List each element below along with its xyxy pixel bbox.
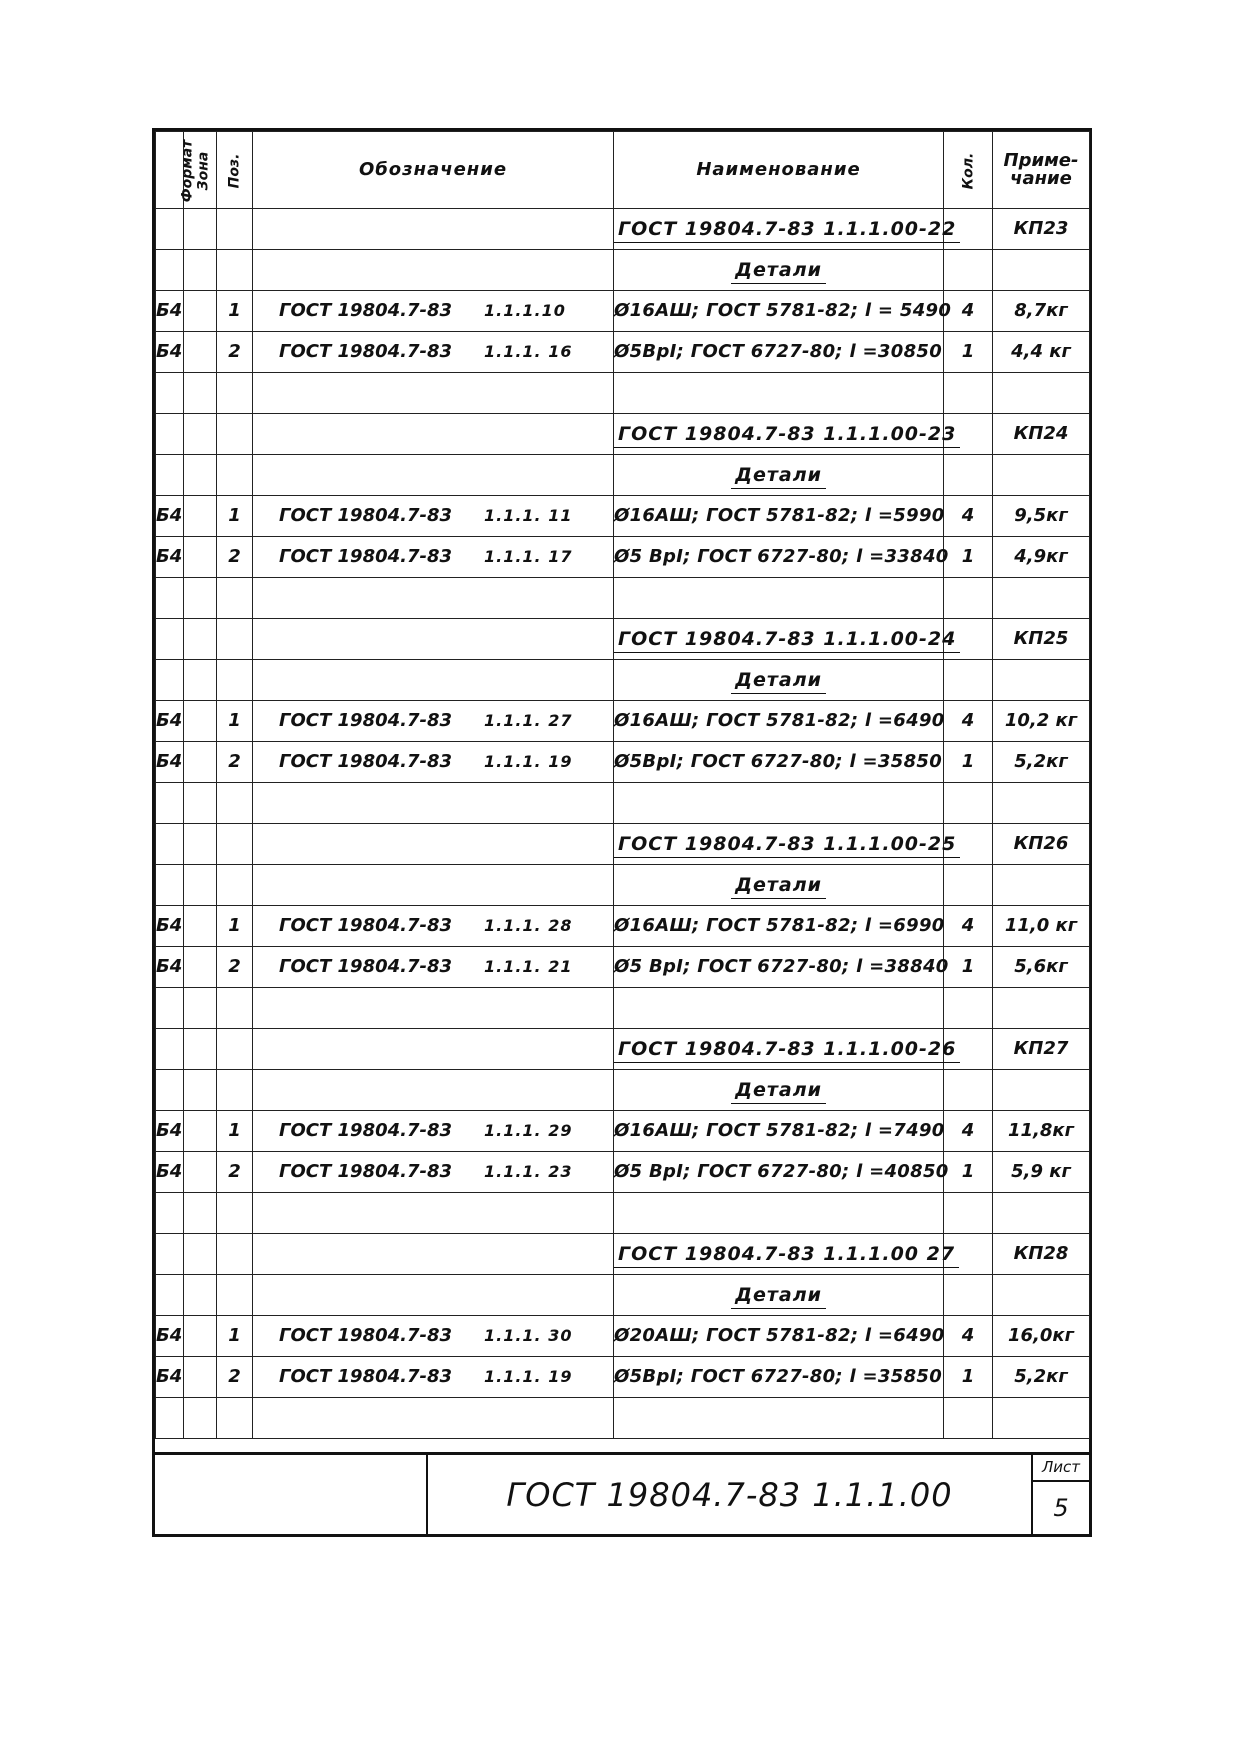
designation-cell [253, 537, 614, 578]
table-row [156, 660, 1090, 701]
table-row [156, 701, 1090, 742]
zone-cell [184, 496, 217, 537]
quantity-cell: 4 [944, 496, 993, 537]
zone-cell [184, 1275, 217, 1316]
zone-cell [184, 537, 217, 578]
section-title-cell [614, 1275, 944, 1316]
position-cell: 1 [217, 291, 253, 332]
position-cell: 2 [217, 947, 253, 988]
position-cell: 2 [217, 1152, 253, 1193]
note-cell: КП23 [993, 209, 1090, 250]
quantity-cell [944, 1193, 993, 1234]
designation-standard: ГОСТ 19804.7-83 [279, 1366, 453, 1387]
format-cell [156, 1275, 184, 1316]
table-row [156, 1357, 1090, 1398]
designation-cell [253, 496, 614, 537]
zone-cell [184, 373, 217, 414]
note-cell: 5,6кг [993, 947, 1090, 988]
note-cell [993, 455, 1090, 496]
header-zone: Зона [184, 132, 217, 209]
name-cell: Ø16АШ; ГОСТ 5781-82; l = 5490 [614, 291, 944, 332]
quantity-cell [944, 1398, 993, 1439]
note-cell [993, 865, 1090, 906]
sheet-box [1031, 1455, 1089, 1534]
format-cell [156, 1193, 184, 1234]
format-cell [156, 619, 184, 660]
format-cell [156, 414, 184, 455]
position-cell [217, 1398, 253, 1439]
section-title-cell [614, 865, 944, 906]
quantity-cell: 4 [944, 1316, 993, 1357]
designation-standard: ГОСТ 19804.7-83 [279, 1325, 453, 1346]
table-row [156, 1234, 1090, 1275]
position-cell [217, 578, 253, 619]
section-title-cell [614, 414, 957, 455]
position-cell [217, 250, 253, 291]
note-cell: 10,2 кг [993, 701, 1090, 742]
section-title-cell [614, 619, 957, 660]
format-cell [156, 1398, 184, 1439]
position-cell [217, 1070, 253, 1111]
table-row [156, 332, 1090, 373]
name-cell [614, 373, 944, 414]
note-cell [993, 988, 1090, 1029]
name-cell: Ø16АШ; ГОСТ 5781-82; l =6990 [614, 906, 944, 947]
title-block-blank [155, 1455, 428, 1534]
specification-body [156, 209, 1090, 1439]
zone-cell [184, 1152, 217, 1193]
table-row [156, 1111, 1090, 1152]
section-title: ГОСТ 19804.7-83 1.1.1.00-26 [614, 1038, 960, 1063]
table-row [156, 373, 1090, 414]
position-cell [217, 209, 253, 250]
designation-code: 1.1.1. 21 [484, 957, 573, 976]
designation-cell [253, 1152, 614, 1193]
name-cell [614, 783, 944, 824]
designation-cell [253, 1029, 614, 1070]
position-cell [217, 619, 253, 660]
zone-cell [184, 865, 217, 906]
format-cell: Б4 [156, 1111, 184, 1152]
position-cell: 2 [217, 332, 253, 373]
position-cell [217, 660, 253, 701]
header-row [156, 132, 1090, 209]
position-cell [217, 865, 253, 906]
quantity-cell: 4 [944, 1111, 993, 1152]
format-cell: Б4 [156, 701, 184, 742]
format-cell: Б4 [156, 1152, 184, 1193]
section-title-cell [614, 824, 957, 865]
sheet-label: Лист [1033, 1455, 1089, 1482]
section-title: Детали [731, 259, 826, 284]
position-cell [217, 1234, 253, 1275]
quantity-cell: 1 [944, 537, 993, 578]
position-cell: 2 [217, 537, 253, 578]
quantity-cell: 1 [944, 947, 993, 988]
designation-code: 1.1.1. 30 [484, 1326, 573, 1345]
designation-cell [253, 660, 614, 701]
note-cell [993, 1398, 1090, 1439]
format-cell [156, 1234, 184, 1275]
name-cell: Ø5ВрI; ГОСТ 6727-80; l =35850 [614, 1357, 944, 1398]
quantity-cell: 4 [944, 906, 993, 947]
designation-code: 1.1.1. 11 [484, 506, 573, 525]
designation-cell [253, 865, 614, 906]
note-cell: КП28 [993, 1234, 1090, 1275]
zone-cell [184, 1111, 217, 1152]
format-cell [156, 250, 184, 291]
note-cell: КП24 [993, 414, 1090, 455]
note-cell: КП26 [993, 824, 1090, 865]
table-row [156, 619, 1090, 660]
section-title-cell [614, 250, 944, 291]
name-cell: Ø5 ВрI; ГОСТ 6727-80; l =40850 [614, 1152, 944, 1193]
designation-code: 1.1.1. 28 [484, 916, 573, 935]
zone-cell [184, 332, 217, 373]
designation-cell [253, 209, 614, 250]
sheet-number: 5 [1053, 1494, 1069, 1522]
quantity-cell [944, 578, 993, 619]
table-row [156, 1275, 1090, 1316]
format-cell [156, 373, 184, 414]
section-title: ГОСТ 19804.7-83 1.1.1.00-23 [614, 423, 960, 448]
designation-cell [253, 250, 614, 291]
note-cell: 5,9 кг [993, 1152, 1090, 1193]
section-title-cell [614, 660, 944, 701]
designation-cell [253, 414, 614, 455]
table-row [156, 824, 1090, 865]
position-cell [217, 414, 253, 455]
designation-code: 1.1.1. 16 [484, 342, 573, 361]
note-cell: 16,0кг [993, 1316, 1090, 1357]
table-row [156, 1316, 1090, 1357]
position-cell [217, 1029, 253, 1070]
position-cell [217, 1275, 253, 1316]
designation-cell [253, 1070, 614, 1111]
designation-code: 1.1.1. 19 [484, 1367, 573, 1386]
section-title: ГОСТ 19804.7-83 1.1.1.00-22 [614, 218, 960, 243]
name-cell [614, 1398, 944, 1439]
zone-cell [184, 660, 217, 701]
quantity-cell [944, 783, 993, 824]
quantity-cell: 1 [944, 332, 993, 373]
table-row [156, 1193, 1090, 1234]
note-cell: 11,0 кг [993, 906, 1090, 947]
table-row [156, 496, 1090, 537]
table-row [156, 988, 1090, 1029]
quantity-cell [944, 455, 993, 496]
position-cell: 2 [217, 1357, 253, 1398]
zone-cell [184, 947, 217, 988]
table-row [156, 1029, 1090, 1070]
designation-standard: ГОСТ 19804.7-83 [279, 915, 453, 936]
name-cell: Ø5 ВрI; ГОСТ 6727-80; l =33840 [614, 537, 944, 578]
zone-cell [184, 1193, 217, 1234]
quantity-cell: 1 [944, 742, 993, 783]
name-cell: Ø16АШ; ГОСТ 5781-82; l =7490 [614, 1111, 944, 1152]
designation-cell [253, 619, 614, 660]
zone-cell [184, 824, 217, 865]
table-row [156, 414, 1090, 455]
table-row [156, 865, 1090, 906]
table-row [156, 291, 1090, 332]
position-cell: 1 [217, 906, 253, 947]
designation-cell [253, 1193, 614, 1234]
format-cell: Б4 [156, 496, 184, 537]
designation-cell [253, 783, 614, 824]
title-block [155, 1452, 1089, 1534]
position-cell [217, 783, 253, 824]
designation-cell [253, 1275, 614, 1316]
specification-sheet [152, 128, 1092, 1537]
designation-cell [253, 701, 614, 742]
zone-cell [184, 414, 217, 455]
note-cell [993, 1070, 1090, 1111]
format-cell: Б4 [156, 537, 184, 578]
format-cell: Б4 [156, 906, 184, 947]
header-designation: Обозначение [253, 132, 614, 209]
designation-code: 1.1.1. 29 [484, 1121, 573, 1140]
designation-cell [253, 947, 614, 988]
name-cell [614, 1193, 944, 1234]
name-cell: Ø5ВрI; ГОСТ 6727-80; l =35850 [614, 742, 944, 783]
document-code: ГОСТ 19804.7-83 1.1.1.00 [506, 1475, 953, 1514]
format-cell [156, 865, 184, 906]
zone-cell [184, 742, 217, 783]
designation-cell [253, 906, 614, 947]
specification-table [155, 131, 1090, 1439]
quantity-cell [944, 1275, 993, 1316]
zone-cell [184, 783, 217, 824]
format-cell [156, 988, 184, 1029]
format-cell [156, 455, 184, 496]
zone-cell [184, 291, 217, 332]
format-cell: Б4 [156, 1357, 184, 1398]
designation-standard: ГОСТ 19804.7-83 [279, 505, 453, 526]
note-cell: 9,5кг [993, 496, 1090, 537]
zone-cell [184, 209, 217, 250]
designation-standard: ГОСТ 19804.7-83 [279, 1161, 453, 1182]
zone-cell [184, 1357, 217, 1398]
section-title-cell [614, 1234, 956, 1275]
table-row [156, 1398, 1090, 1439]
note-cell [993, 250, 1090, 291]
designation-standard: ГОСТ 19804.7-83 [279, 751, 453, 772]
section-title: Детали [731, 464, 826, 489]
section-title: Детали [731, 669, 826, 694]
table-row [156, 578, 1090, 619]
quantity-cell [944, 865, 993, 906]
designation-code: 1.1.1. 27 [484, 711, 573, 730]
designation-standard: ГОСТ 19804.7-83 [279, 300, 453, 321]
note-cell [993, 373, 1090, 414]
table-row [156, 250, 1090, 291]
note-cell: КП27 [993, 1029, 1090, 1070]
position-cell [217, 455, 253, 496]
position-cell [217, 988, 253, 1029]
zone-cell [184, 455, 217, 496]
zone-cell [184, 906, 217, 947]
table-row [156, 455, 1090, 496]
quantity-cell: 4 [944, 291, 993, 332]
format-cell [156, 783, 184, 824]
note-cell [993, 783, 1090, 824]
designation-cell [253, 824, 614, 865]
designation-standard: ГОСТ 19804.7-83 [279, 956, 453, 977]
table-row [156, 537, 1090, 578]
name-cell: Ø16АШ; ГОСТ 5781-82; l =6490 [614, 701, 944, 742]
format-cell: Б4 [156, 291, 184, 332]
section-title-cell [614, 209, 957, 250]
note-cell: 11,8кг [993, 1111, 1090, 1152]
zone-cell [184, 578, 217, 619]
section-title: ГОСТ 19804.7-83 1.1.1.00-24 [614, 628, 960, 653]
designation-cell [253, 1234, 614, 1275]
note-cell: 5,2кг [993, 1357, 1090, 1398]
table-row [156, 1152, 1090, 1193]
section-title-cell [614, 1029, 957, 1070]
section-title-cell [614, 455, 944, 496]
format-cell [156, 824, 184, 865]
quantity-cell [944, 373, 993, 414]
header-format: Формат [156, 132, 184, 209]
quantity-cell [944, 988, 993, 1029]
note-cell [993, 1193, 1090, 1234]
note-cell: КП25 [993, 619, 1090, 660]
section-title: Детали [731, 874, 826, 899]
designation-standard: ГОСТ 19804.7-83 [279, 1120, 453, 1141]
position-cell: 1 [217, 1316, 253, 1357]
designation-cell [253, 988, 614, 1029]
zone-cell [184, 988, 217, 1029]
note-cell: 4,9кг [993, 537, 1090, 578]
zone-cell [184, 1029, 217, 1070]
designation-cell [253, 373, 614, 414]
zone-cell [184, 1316, 217, 1357]
quantity-cell [944, 1070, 993, 1111]
designation-cell [253, 1111, 614, 1152]
section-title: ГОСТ 19804.7-83 1.1.1.00-25 [614, 833, 960, 858]
designation-standard: ГОСТ 19804.7-83 [279, 546, 453, 567]
designation-code: 1.1.1. 17 [484, 547, 573, 566]
format-cell: Б4 [156, 332, 184, 373]
format-cell: Б4 [156, 1316, 184, 1357]
format-cell [156, 660, 184, 701]
table-row [156, 742, 1090, 783]
position-cell: 2 [217, 742, 253, 783]
position-cell: 1 [217, 1111, 253, 1152]
designation-cell [253, 1398, 614, 1439]
note-cell: 8,7кг [993, 291, 1090, 332]
name-cell: Ø5ВрI; ГОСТ 6727-80; l =30850 [614, 332, 944, 373]
position-cell [217, 1193, 253, 1234]
quantity-cell [944, 250, 993, 291]
zone-cell [184, 619, 217, 660]
designation-cell [253, 578, 614, 619]
note-cell: 5,2кг [993, 742, 1090, 783]
table-row [156, 209, 1090, 250]
name-cell: Ø16АШ; ГОСТ 5781-82; l =5990 [614, 496, 944, 537]
designation-code: 1.1.1.10 [484, 301, 566, 320]
designation-cell [253, 332, 614, 373]
note-cell [993, 1275, 1090, 1316]
format-cell: Б4 [156, 947, 184, 988]
format-cell [156, 578, 184, 619]
note-cell [993, 578, 1090, 619]
header-quantity: Кол. [944, 132, 993, 209]
table-row [156, 1070, 1090, 1111]
quantity-cell: 1 [944, 1357, 993, 1398]
format-cell [156, 1070, 184, 1111]
designation-code: 1.1.1. 19 [484, 752, 573, 771]
designation-code: 1.1.1. 23 [484, 1162, 573, 1181]
name-cell [614, 988, 944, 1029]
format-cell [156, 209, 184, 250]
position-cell [217, 373, 253, 414]
name-cell [614, 578, 944, 619]
section-title: Детали [731, 1284, 826, 1309]
table-row [156, 906, 1090, 947]
position-cell [217, 824, 253, 865]
designation-cell [253, 1316, 614, 1357]
designation-cell [253, 1357, 614, 1398]
designation-cell [253, 291, 614, 332]
section-title-cell [614, 1070, 944, 1111]
zone-cell [184, 1234, 217, 1275]
designation-cell [253, 455, 614, 496]
designation-standard: ГОСТ 19804.7-83 [279, 710, 453, 731]
quantity-cell: 1 [944, 1152, 993, 1193]
position-cell: 1 [217, 701, 253, 742]
name-cell: Ø20АШ; ГОСТ 5781-82; l =6490 [614, 1316, 944, 1357]
zone-cell [184, 701, 217, 742]
zone-cell [184, 1070, 217, 1111]
designation-standard: ГОСТ 19804.7-83 [279, 341, 453, 362]
table-row [156, 783, 1090, 824]
format-cell: Б4 [156, 742, 184, 783]
format-cell [156, 1029, 184, 1070]
header-note: Приме- чание [993, 132, 1090, 209]
quantity-cell: 4 [944, 701, 993, 742]
section-title: Детали [731, 1079, 826, 1104]
zone-cell [184, 250, 217, 291]
section-title: ГОСТ 19804.7-83 1.1.1.00 27 [614, 1243, 959, 1268]
designation-cell [253, 742, 614, 783]
position-cell: 1 [217, 496, 253, 537]
name-cell: Ø5 ВрI; ГОСТ 6727-80; l =38840 [614, 947, 944, 988]
quantity-cell [944, 660, 993, 701]
note-cell [993, 660, 1090, 701]
table-row [156, 947, 1090, 988]
header-name: Наименование [614, 132, 944, 209]
note-cell: 4,4 кг [993, 332, 1090, 373]
header-position: Поз. [217, 132, 253, 209]
zone-cell [184, 1398, 217, 1439]
